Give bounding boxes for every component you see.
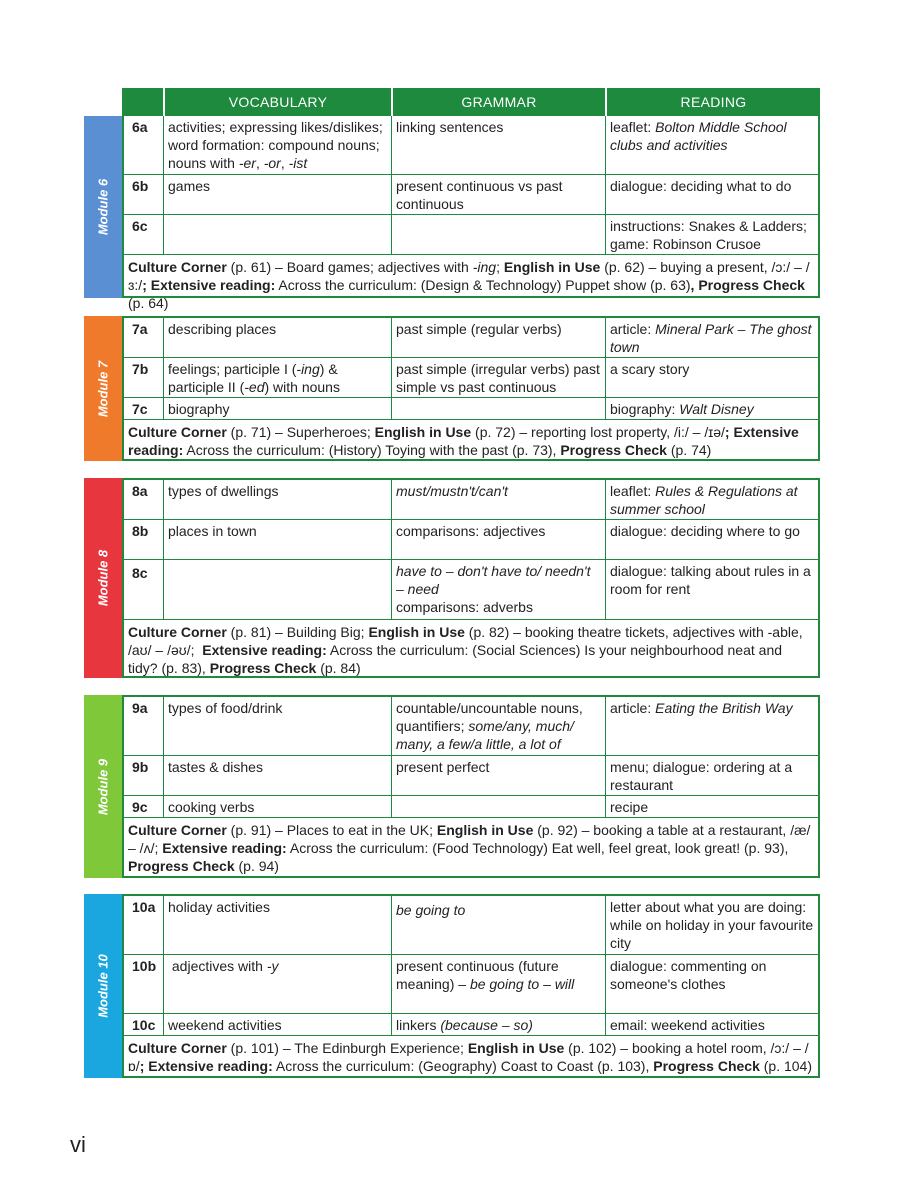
module-7-label-bar [84,316,122,461]
module-7-label: Module 7 [95,360,111,417]
vocabulary-cell [163,560,391,619]
vocabulary-cell [163,215,391,254]
lesson-number: 10a [132,899,156,915]
culture-corner-summary: Culture Corner (p. 91) – Places to eat in the UK; English in Use (p. 92) – booking a table at a restaurant, /æ/ – /ʌ/; Extensive reading: Across the curriculum: (Food Technology) Eat well, feel great, look great! (p. 93), Progress Check (p. 94) [128,822,811,874]
grammar-cell [391,796,605,817]
reading-cell: email: weekend activities [605,1014,818,1035]
grammar-cell: present continuous (future meaning) – be going to – will [391,955,605,1013]
lesson-number: 9c [132,799,148,815]
grammar-cell: must/mustn't/can't [391,480,605,519]
table-row [124,560,818,620]
reading-cell: dialogue: commenting on someone's clothes [605,955,818,1013]
module-10-label: Module 10 [95,954,111,1018]
grammar-cell [391,398,605,419]
table-row [124,756,818,796]
reading-cell: article: Eating the British Way [605,697,818,755]
table-row [124,697,818,756]
header-grammar: GRAMMAR [391,88,605,116]
vocabulary-cell: cooking verbs [163,796,391,817]
module-9-label: Module 9 [95,758,111,815]
reading-cell: a scary story [605,358,818,397]
reading-cell: recipe [605,796,818,817]
lesson-number: 10b [132,958,157,974]
table-header [122,88,820,116]
module-9-label-bar [84,695,122,878]
grammar-cell: linking sentences [391,116,605,174]
vocabulary-cell: games [163,175,391,214]
header-vocabulary: VOCABULARY [163,88,391,116]
lesson-number: 9a [132,700,148,716]
reading-cell: dialogue: talking about rules in a room for rent [605,560,818,619]
lesson-number: 9b [132,759,149,775]
lesson-number: 6a [132,119,148,135]
module-10 [84,894,820,1078]
header-reading: READING [605,88,820,116]
culture-corner-summary: Culture Corner (p. 101) – The Edinburgh Experience; English in Use (p. 102) – booking a hotel room, /ɔ:/ – /ɒ/; Extensive reading: Across the curriculum: (Geography) Coast to Coast (p. 103), Progress Check (p. 104) [128,1040,812,1074]
module-10-table [122,894,820,1078]
module-6-label-bar [84,116,122,298]
vocabulary-cell: activities; expressing likes/dislikes; word formation: compound nouns; nouns with -er, -or, -ist [163,116,391,174]
lesson-number: 8c [132,565,148,581]
culture-corner-summary: Culture Corner (p. 61) – Board games; adjectives with -ing; English in Use (p. 62) – buying a present, /ɔ:/ – /ɜ:/; Extensive reading: Across the curriculum: (Design & Technology) Puppet show (p. 63), Progress Check (p. 64) [128,259,810,311]
grammar-cell: have to – don't have to/ needn't – need comparisons: adverbs [391,560,605,619]
module-6-table [122,116,820,311]
table-row [124,175,818,215]
lesson-number: 6c [132,218,148,234]
table-row [124,1014,818,1036]
reading-cell: leaflet: Rules & Regulations at summer school [605,480,818,519]
module-7 [84,316,820,461]
culture-corner-summary: Culture Corner (p. 71) – Superheroes; English in Use (p. 72) – reporting lost property, /i:/ – /ɪə/; Extensive reading: Across the curriculum: (History) Toying with the past (p. 73), Progress Check (p. 74) [128,424,799,458]
reading-cell: dialogue: deciding what to do [605,175,818,214]
module-7-table [122,316,820,461]
lesson-number: 7a [132,321,148,337]
grammar-cell: past simple (irregular verbs) past simple vs past continuous [391,358,605,397]
grammar-cell [391,215,605,254]
table-row [124,358,818,398]
module-6-label: Module 6 [95,178,111,236]
table-row [124,480,818,520]
table-row [124,398,818,420]
table-row [124,896,818,955]
grammar-cell: be going to [391,896,605,954]
module-8-label-bar [84,478,122,678]
reading-cell: letter about what you are doing: while on holiday in your favourite city [605,896,818,954]
reading-cell: biography: Walt Disney [605,398,818,419]
culture-corner-summary: Culture Corner (p. 81) – Building Big; English in Use (p. 82) – booking theatre tickets, adjectives with -able, /aʊ/ – /əʊ/; Extensive reading: Across the curriculum: (Social Sciences) Is your neighbourhood neat and tidy? (p. 83), Progress Check (p. 84) [128,624,803,676]
lesson-number: 7b [132,361,149,377]
table-row [124,215,818,255]
vocabulary-cell: types of dwellings [163,480,391,519]
reading-cell: dialogue: deciding where to go [605,520,818,559]
lesson-number: 8b [132,523,149,539]
lesson-number: 8a [132,483,148,499]
lesson-number: 6b [132,178,149,194]
module-8-table [122,478,820,678]
grammar-cell: past simple (regular verbs) [391,318,605,357]
table-row [124,796,818,818]
grammar-cell: linkers (because – so) [391,1014,605,1035]
module-8-label: Module 8 [95,549,111,607]
vocabulary-cell: types of food/drink [163,697,391,755]
reading-cell: article: Mineral Park – The ghost town [605,318,818,357]
table-row [124,955,818,1014]
grammar-cell: present continuous vs past continuous [391,175,605,214]
module-9-table [122,695,820,878]
grammar-cell: countable/uncountable nouns, quantifiers; some/any, much/ many, a few/a little, a lot of [391,697,605,755]
vocabulary-cell: feelings; participle I (-ing) & participle II (-ed) with nouns [163,358,391,397]
vocabulary-cell: describing places [163,318,391,357]
vocabulary-cell: tastes & dishes [163,756,391,795]
reading-cell: instructions: Snakes & Ladders; game: Robinson Crusoe [605,215,818,254]
page-number: vi [70,1132,86,1157]
grammar-cell: comparisons: adjectives [391,520,605,559]
vocabulary-cell: weekend activities [163,1014,391,1035]
table-row [124,116,818,175]
grammar-cell: present perfect [391,756,605,795]
vocabulary-cell: adjectives with -y [163,955,391,1013]
header-num [122,88,163,116]
reading-cell: leaflet: Bolton Middle School clubs and activities [605,116,818,174]
vocabulary-cell: holiday activities [163,896,391,954]
reading-cell: menu; dialogue: ordering at a restaurant [605,756,818,795]
vocabulary-cell: biography [163,398,391,419]
vocabulary-cell: places in town [163,520,391,559]
module-10-label-bar [84,894,122,1078]
module-9 [84,695,820,878]
lesson-number: 10c [132,1017,156,1033]
table-row [124,520,818,560]
module-8 [84,478,820,678]
module-6 [84,116,820,311]
lesson-number: 7c [132,401,148,417]
table-row [124,318,818,358]
